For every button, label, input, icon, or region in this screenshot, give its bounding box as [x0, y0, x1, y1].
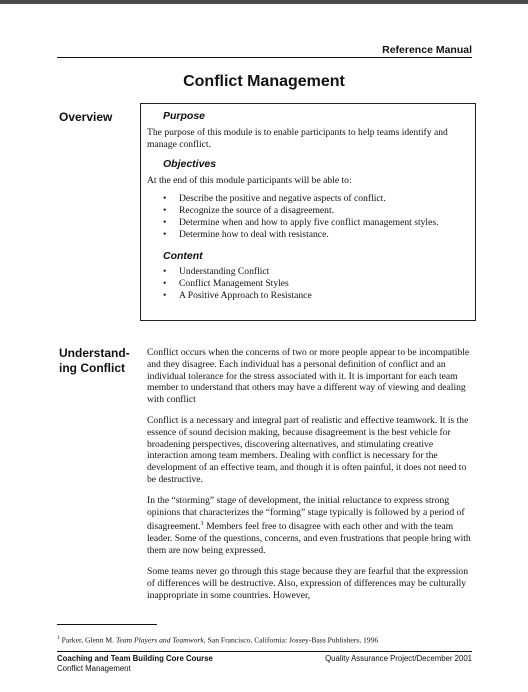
paragraph: Conflict is a necessary and integral part of realistic and effective teamwork. It is the essence of sound decision making, because disagreement is the best vehicle for broadening perspectives, discovering alternatives, and stimulating creative interaction among team members. Dealing with conflict is necessary for the development of an effective team, and though it is often painful, it does not need to be destructive.	[147, 414, 469, 485]
purpose-text: The purpose of this module is to enable participants to help teams identify and manage conflict.	[147, 127, 448, 150]
overview-heading: Overview	[59, 110, 113, 124]
footnote-author: Parker, Glenn M.	[59, 635, 116, 645]
list-item: • A Positive Approach to Resistance	[147, 290, 469, 302]
footnote-publisher: San Francisco, California: Jossey-Bass Publishers, 1996	[205, 635, 379, 645]
header-rule	[57, 57, 472, 58]
content-list	[147, 266, 469, 302]
list-item: • Recognize the source of a disagreement.	[147, 205, 469, 217]
understanding-body	[147, 347, 473, 610]
footnote-reference: 1	[200, 520, 204, 528]
purpose-heading: Purpose	[163, 110, 206, 122]
footer-right: Quality Assurance Project/December 2001	[325, 654, 472, 663]
list-item: • Determine when and how to apply five conflict management styles.	[147, 217, 469, 229]
understanding-heading-line1: Understand-	[59, 346, 130, 360]
footer-module: Conflict Management	[57, 663, 131, 673]
running-header: Reference Manual	[382, 44, 472, 56]
list-item: • Determine how to deal with resistance.	[147, 229, 469, 241]
content-heading: Content	[163, 250, 203, 262]
storming-text-start: In the “storming” stage of development, the initial reluctance to express strong opinions that characterizes the “forming” stage typically is followed by a period of disagreement.	[147, 494, 465, 533]
paragraph: Some teams never go through this stage because they are fearful that the expression of differences will be destructive. Also, expression of differences may be culturally inappropriate in some countries. However,	[147, 565, 469, 601]
understanding-heading-line2: ing Conflict	[59, 361, 125, 375]
paragraph-storming	[147, 495, 473, 557]
overview-box	[140, 103, 476, 321]
top-border	[0, 0, 528, 4]
list-item: • Describe the positive and negative aspects of conflict.	[147, 193, 469, 205]
understanding-heading	[59, 346, 130, 376]
storming-text-end: Members feel free to disagree with each other and with the team leader. Some of the questions, concerns, and even frustrations that people bring with them are now being expressed.	[147, 521, 471, 557]
objectives-heading: Objectives	[163, 158, 217, 170]
list-item: • Understanding Conflict	[147, 266, 469, 278]
footer-course: Coaching and Team Building Core Course	[57, 654, 213, 663]
objectives-list	[147, 193, 469, 241]
footnote-book-title: Team Players and Teamwork,	[115, 635, 206, 645]
objectives-intro: At the end of this module participants will be able to:	[147, 175, 352, 186]
footnote-number: 1	[57, 635, 60, 641]
footnote-rule	[57, 624, 157, 625]
footnote	[57, 635, 378, 645]
footer-left	[57, 654, 213, 673]
list-item: • Conflict Management Styles	[147, 278, 469, 290]
paragraph: Conflict occurs when the concerns of two or more people appear to be incompatible and they disagree. Each individual has a personal definition of conflict and an individual tolerance for the stress associated with it. It is important for each team member to understand that others may have a different way of viewing and dealing with conflict	[147, 347, 470, 406]
footer-rule	[57, 651, 472, 652]
page-title: Conflict Management	[183, 73, 345, 90]
